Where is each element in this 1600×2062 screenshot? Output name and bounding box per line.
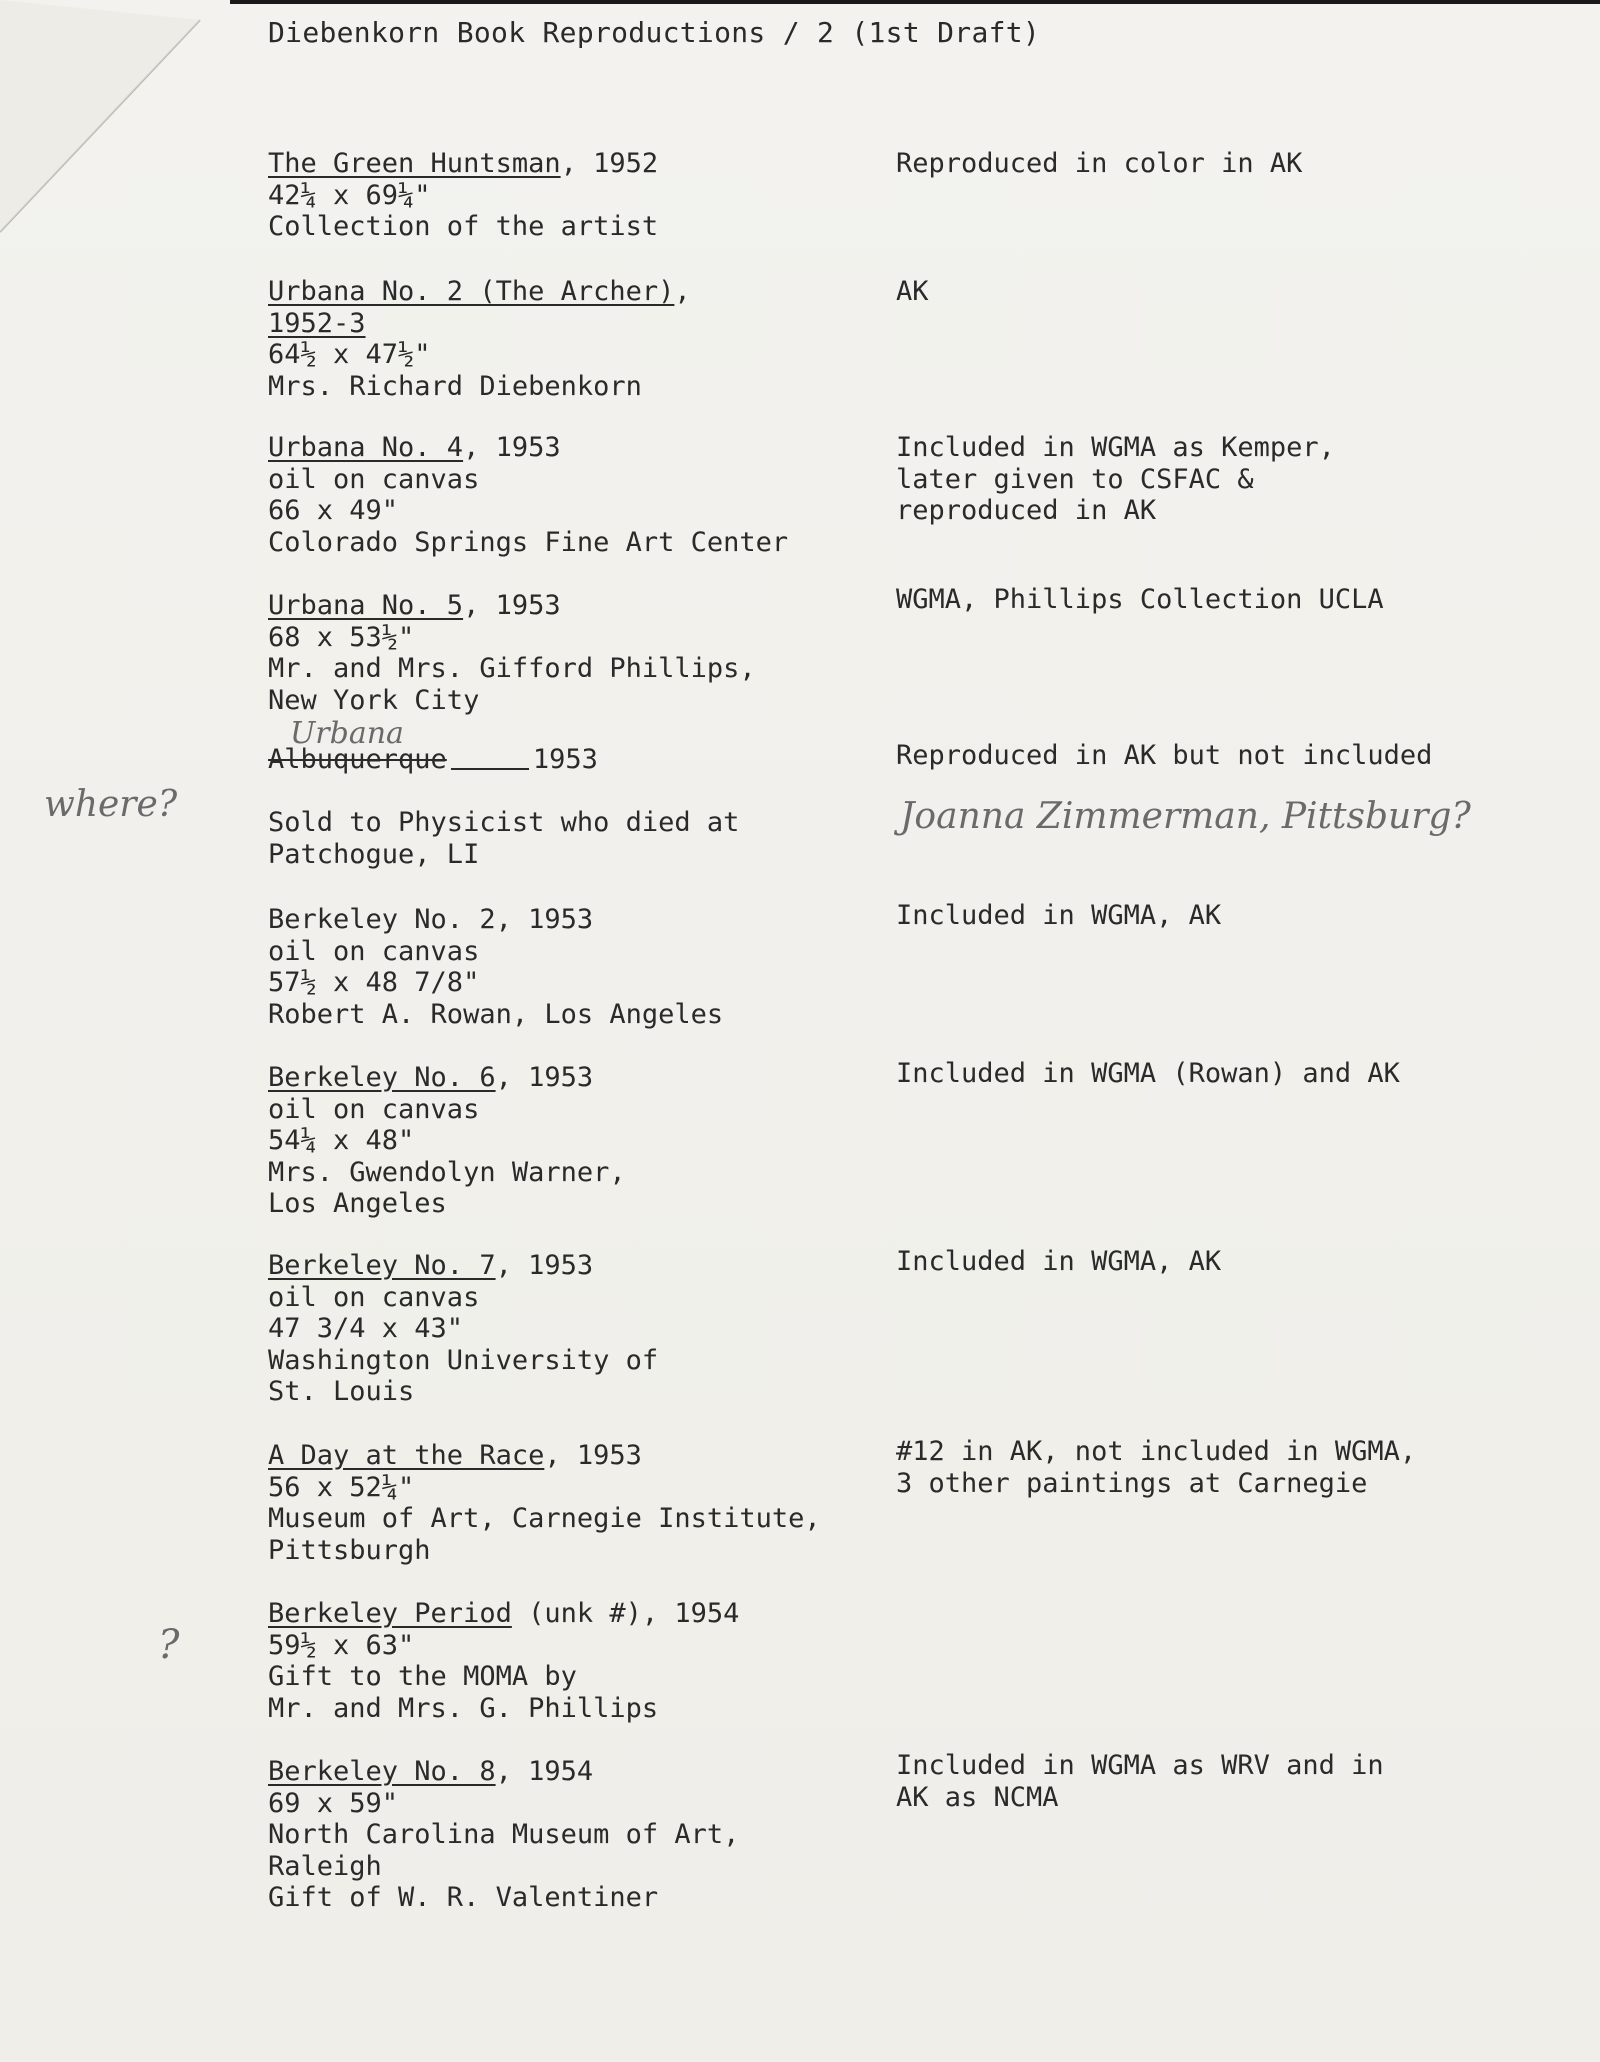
document-title: Diebenkorn Book Reproductions / 2 (1st Draft) [268,16,1041,49]
note-albuquerque [896,740,1576,772]
artwork-date: , [674,276,691,307]
entry-urbana-2 [268,276,828,402]
artwork-date: , 1952 [560,148,659,179]
artwork-date: 1953 [532,744,598,775]
artwork-medium: oil on canvas [268,1281,480,1313]
note-berkeley-7 [896,1246,1576,1278]
note-day-at-race [896,1436,1576,1499]
artwork-provenance: Gift of W. R. Valentiner [268,1882,659,1913]
artwork-title: Berkeley Period [268,1598,512,1629]
artwork-owner: Sold to Physicist who died at [268,807,740,838]
artwork-date: , 1953 [463,432,561,463]
artwork-location: Raleigh [268,1850,382,1882]
artwork-title: Berkeley No. 8 [268,1756,496,1787]
artwork-title: A Day at the Race [268,1440,545,1471]
note-line: #12 in AK, not included in WGMA, [896,1436,1417,1467]
note-line: Included in WGMA (Rowan) and AK [896,1058,1400,1089]
entry-berkeley-2 [268,904,828,1030]
artwork-dimensions: 57½ x 48 7/8" [268,967,480,998]
artwork-owner: Mrs. Gwendolyn Warner, [268,1156,626,1188]
artwork-dimensions: 54¼ x 48" [268,1125,415,1156]
artwork-dimensions: 47 3/4 x 43" [268,1313,464,1344]
note-urbana-5 [896,584,1576,616]
note-line: AK as NCMA [896,1781,1059,1813]
artwork-date: , 1953 [544,1440,642,1471]
artwork-dimensions: 42¼ x 69¼" [268,179,431,211]
artwork-title: Berkeley No. 6 [268,1062,496,1093]
artwork-owner: Robert A. Rowan, Los Angeles [268,998,724,1030]
artwork-title: Berkeley No. 2, 1953 [268,904,594,935]
entry-berkeley-period [268,1598,828,1724]
entry-berkeley-8 [268,1756,828,1914]
entry-day-at-race [268,1440,828,1566]
note-line: WGMA, Phillips Collection UCLA [896,584,1384,615]
note-line: Reproduced in AK but not included [896,740,1433,771]
blank-line [451,768,529,770]
artwork-owner: Museum of Art, Carnegie Institute, [268,1503,821,1534]
artwork-title: Urbana No. 4 [268,432,464,463]
artwork-owner: Gift to the MOMA by [268,1661,577,1692]
artwork-location: Patchogue, LI [268,838,480,870]
note-line: AK [896,276,929,307]
note-urbana-4 [896,432,1576,527]
artwork-medium: oil on canvas [268,935,480,967]
artwork-date-line: 1952-3 [268,307,366,339]
handwritten-owner-note: Joanna Zimmerman, Pittsburg? [900,796,1471,837]
note-line: Included in WGMA as WRV and in [896,1750,1384,1781]
entry-urbana-4 [268,432,828,558]
note-line: reproduced in AK [896,495,1157,526]
artwork-medium: oil on canvas [268,463,480,495]
margin-note-where: where? [44,784,178,825]
note-urbana-2 [896,276,1576,308]
artwork-date: , 1953 [495,1250,594,1281]
entry-berkeley-6 [268,1062,828,1220]
artwork-dimensions: 68 x 53½" [268,621,415,653]
artwork-owner: North Carolina Museum of Art, [268,1819,740,1850]
note-line: Reproduced in color in AK [896,148,1303,179]
artwork-location: Los Angeles [268,1188,447,1219]
artwork-location: New York City [268,684,480,716]
entry-urbana-5 [268,590,828,716]
artwork-date: (unk #), 1954 [511,1598,740,1629]
entry-albuquerque [268,744,828,870]
note-line: later given to CSFAC & [896,463,1254,495]
artwork-medium: oil on canvas [268,1093,480,1125]
note-berkeley-8 [896,1750,1576,1813]
folded-corner-mark [0,0,240,240]
artwork-date: , 1953 [463,590,561,621]
handwritten-title-correction: Urbana [290,716,404,751]
artwork-dimensions: 64½ x 47½" [268,339,431,370]
empty-line [268,776,828,808]
artwork-owner: Washington University of [268,1344,659,1376]
top-edge-shadow [230,0,1600,4]
note-line: Included in WGMA, AK [896,1246,1222,1277]
artwork-dimensions: 69 x 59" [268,1787,399,1819]
artwork-dimensions: 66 x 49" [268,495,399,526]
note-berkeley-2 [896,900,1576,932]
note-line: Included in WGMA, AK [896,900,1222,931]
artwork-date: , 1953 [495,1062,594,1093]
artwork-owner: Mrs. Richard Diebenkorn [268,370,642,402]
artwork-title: The Green Huntsman [268,148,561,179]
artwork-title: Berkeley No. 7 [268,1250,496,1281]
note-line: Included in WGMA as Kemper, [896,432,1335,463]
artwork-owner: Mr. and Mrs. Gifford Phillips, [268,653,756,684]
artwork-title: Urbana No. 5 [268,590,464,621]
entry-berkeley-7 [268,1250,828,1408]
artwork-owner: Colorado Springs Fine Art Center [268,526,789,558]
note-line: 3 other paintings at Carnegie [896,1467,1368,1499]
margin-note-question: ? [158,1622,180,1668]
artwork-title: Urbana No. 2 (The Archer) [268,276,675,307]
artwork-dimensions: 59½ x 63" [268,1629,415,1661]
artwork-location: Pittsburgh [268,1534,431,1566]
artwork-dimensions: 56 x 52¼" [268,1471,415,1503]
artwork-owner: Collection of the artist [268,211,659,242]
artwork-owner-detail: Mr. and Mrs. G. Phillips [268,1692,659,1724]
artwork-location: St. Louis [268,1376,415,1407]
artwork-title-struck: Albuquerque [268,744,447,775]
artwork-date: , 1954 [495,1756,594,1787]
note-berkeley-6 [896,1058,1576,1090]
entry-green-huntsman [268,148,828,243]
note-green-huntsman [896,148,1576,180]
